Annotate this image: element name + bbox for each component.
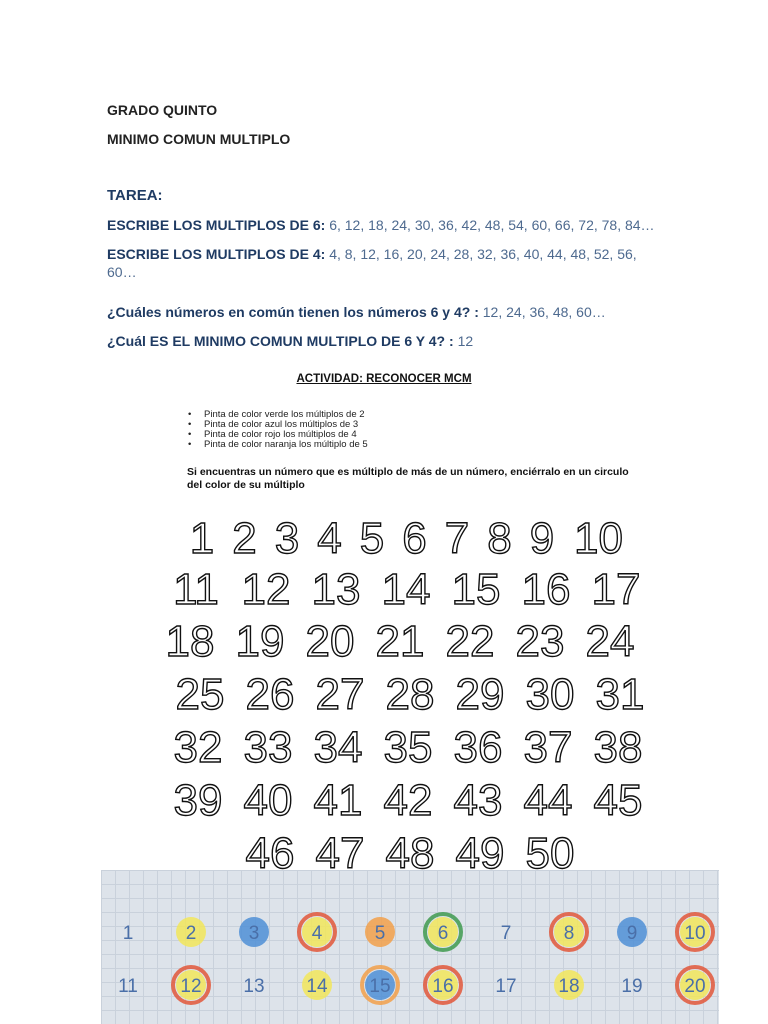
handwritten-number: 19 <box>621 976 643 997</box>
subject-heading: MINIMO COMUN MULTIPLO <box>107 131 291 147</box>
handwritten-number: 12 <box>180 976 202 997</box>
outlined-number: 7 <box>444 514 470 563</box>
activity-note: Si encuentras un número que es múltiplo de más de un número, enciérralo en un circulo del color de su múltiplo <box>187 466 629 491</box>
outlined-number: 33 <box>243 723 293 772</box>
outlined-number: 50 <box>525 829 575 870</box>
outlined-number: 43 <box>453 776 503 825</box>
handwritten-number: 9 <box>626 923 638 944</box>
handwritten-number: 14 <box>306 976 328 997</box>
outlined-number: 13 <box>311 565 361 614</box>
outlined-number: 47 <box>315 829 365 870</box>
outlined-number: 22 <box>445 617 495 666</box>
question-4-answer: 12 <box>457 333 474 349</box>
outlined-number: 40 <box>243 776 293 825</box>
outlined-number: 42 <box>383 776 433 825</box>
instruction-item: • Pinta de color verde los múltiplos de 2 <box>188 410 368 420</box>
student-work-photo <box>101 870 719 1024</box>
outlined-number: 25 <box>175 670 225 719</box>
outlined-number: 19 <box>235 617 285 666</box>
outlined-number: 15 <box>451 565 501 614</box>
outlined-number: 44 <box>523 776 573 825</box>
grade-heading: GRADO QUINTO <box>107 102 218 118</box>
outlined-number: 26 <box>245 670 295 719</box>
outlined-number: 16 <box>521 565 571 614</box>
handwritten-number: 15 <box>369 976 391 997</box>
outlined-number: 27 <box>315 670 365 719</box>
handwritten-number: 3 <box>248 923 260 944</box>
outlined-number: 35 <box>383 723 433 772</box>
outlined-number: 31 <box>595 670 645 719</box>
question-4-label: ¿Cuál ES EL MINIMO COMUN MULTIPLO DE 6 Y 4? : <box>107 333 454 349</box>
handwritten-number: 8 <box>563 923 575 944</box>
handwritten-number: 17 <box>495 976 517 997</box>
outlined-number: 18 <box>165 617 215 666</box>
instruction-item: • Pinta de color rojo los múltiplos de 4 <box>188 430 368 440</box>
activity-title: ACTIVIDAD: RECONOCER MCM <box>296 373 472 385</box>
handwritten-number: 4 <box>311 923 323 944</box>
outlined-number: 14 <box>381 565 431 614</box>
instruction-item: • Pinta de color naranja los múltiplo de 5 <box>188 440 368 450</box>
outlined-number: 28 <box>385 670 435 719</box>
outlined-number: 38 <box>593 723 643 772</box>
outlined-number: 29 <box>455 670 505 719</box>
outlined-number: 10 <box>574 514 623 563</box>
handwritten-number: 10 <box>684 923 706 944</box>
outlined-number: 23 <box>515 617 565 666</box>
outlined-number: 45 <box>593 776 643 825</box>
outlined-number: 3 <box>274 514 300 563</box>
outlined-number: 48 <box>385 829 435 870</box>
outlined-number: 41 <box>313 776 363 825</box>
handwritten-number: 5 <box>374 923 386 944</box>
handwritten-number: 13 <box>243 976 265 997</box>
instruction-item: • Pinta de color azul los múltiplos de 3 <box>188 420 368 430</box>
outlined-number: 21 <box>375 617 425 666</box>
question-2-label: ESCRIBE LOS MULTIPLOS DE 4: <box>107 246 326 262</box>
handwritten-number: 2 <box>185 923 197 944</box>
outlined-number: 4 <box>317 514 342 563</box>
outlined-number: 8 <box>487 514 512 563</box>
handwritten-number: 7 <box>500 923 512 944</box>
outlined-number: 37 <box>523 723 573 772</box>
outlined-number: 11 <box>173 565 219 614</box>
outlined-number: 39 <box>173 776 223 825</box>
handwritten-number: 11 <box>118 976 138 997</box>
outlined-number: 32 <box>173 723 223 772</box>
outlined-number: 34 <box>313 723 363 772</box>
colored-number-circles <box>101 870 719 1024</box>
question-3-answer: 12, 24, 36, 48, 60… <box>482 304 606 320</box>
outlined-number: 17 <box>591 565 641 614</box>
outlined-number: 9 <box>529 514 555 563</box>
outlined-number: 24 <box>585 617 635 666</box>
outlined-number: 6 <box>402 514 427 563</box>
outlined-number: 36 <box>453 723 503 772</box>
handwritten-number: 16 <box>432 976 454 997</box>
outlined-number: 1 <box>189 514 215 563</box>
outlined-number: 30 <box>525 670 575 719</box>
outlined-number: 12 <box>241 565 291 614</box>
outlined-number: 2 <box>232 514 257 563</box>
outlined-number: 46 <box>245 829 295 870</box>
homework-title: TAREA: <box>107 187 163 204</box>
question-2-answer-continued: 60… <box>107 264 137 280</box>
outlined-number: 49 <box>455 829 505 870</box>
question-2-answer: 4, 8, 12, 16, 20, 24, 28, 32, 36, 40, 44, 48, 52, 56, <box>329 246 637 262</box>
handwritten-number: 6 <box>437 923 449 944</box>
question-3-label: ¿Cuáles números en común tienen los números 6 y 4? : <box>107 304 479 320</box>
handwritten-number: 20 <box>684 976 706 997</box>
outlined-number: 20 <box>305 617 355 666</box>
question-1-answer: 6, 12, 18, 24, 30, 36, 42, 48, 54, 60, 66, 72, 78, 84… <box>329 217 655 233</box>
question-1-label: ESCRIBE LOS MULTIPLOS DE 6: <box>107 217 326 233</box>
handwritten-number: 1 <box>122 923 134 944</box>
outlined-number: 5 <box>359 514 385 563</box>
handwritten-number: 18 <box>558 976 580 997</box>
